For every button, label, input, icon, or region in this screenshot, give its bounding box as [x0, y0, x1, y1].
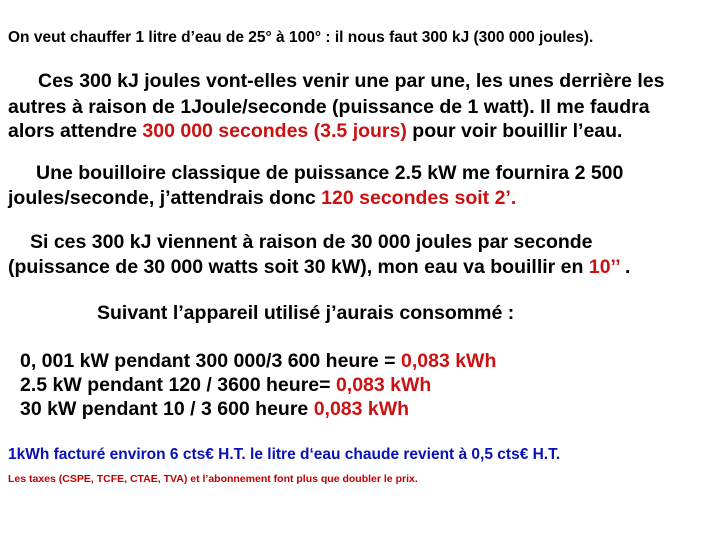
- consumption-row: [20, 350, 496, 373]
- footer-price-note: 1kWh facturé environ 6 cts€ H.T. le litre d‘eau chaude revient à 0,5 cts€ H.T.: [8, 446, 561, 463]
- paragraph-line: [8, 120, 622, 143]
- paragraph-line: [8, 256, 630, 279]
- intro-line: On veut chauffer 1 litre d’eau de 25° à 100° : il nous faut 300 kJ (300 000 joules).: [8, 29, 594, 46]
- paragraph-text: joules/seconde, j’attendrais donc: [8, 187, 322, 209]
- consumption-formula: 2.5 kW pendant 120 / 3600 heure=: [20, 374, 336, 396]
- paragraph-line: Une bouilloire classique de puissance 2.5 kW me fournira 2 500: [36, 162, 624, 184]
- highlight-duration: 300 000 secondes (3.5 jours): [142, 120, 407, 142]
- paragraph-text: .: [619, 256, 631, 278]
- consumption-formula: 0, 001 kW pendant 300 000/3 600 heure =: [20, 350, 401, 372]
- consumption-row: [20, 374, 431, 397]
- paragraph-line: Si ces 300 kJ viennent à raison de 30 000 joules par seconde: [30, 231, 593, 253]
- consumption-formula: 30 kW pendant 10 / 3 600 heure: [20, 398, 314, 420]
- consumption-value: 0,083 kWh: [313, 398, 410, 420]
- paragraph-text: pour voir bouillir l’eau.: [406, 120, 623, 142]
- consumption-value: 0,083 kWh: [401, 350, 497, 372]
- footer-taxes-note: Les taxes (CSPE, TCFE, CTAE, TVA) et l’abonnement font plus que doubler le prix.: [8, 473, 418, 485]
- consumption-value: 0,083 kWh: [335, 374, 432, 396]
- paragraph-line: Ces 300 kJ joules vont-elles venir une par une, les unes derrière les: [38, 70, 665, 92]
- paragraph-line: [8, 187, 516, 210]
- highlight-duration: 120 secondes soit 2’.: [321, 187, 517, 209]
- paragraph-text: alors attendre: [8, 120, 143, 142]
- highlight-duration: 10’’: [588, 256, 620, 278]
- consumption-row: [20, 398, 409, 421]
- paragraph-line: autres à raison de 1Joule/seconde (puissance de 1 watt). Il me faudra: [8, 96, 650, 118]
- paragraph-text: (puissance de 30 000 watts soit 30 kW), mon eau va bouillir en: [8, 256, 589, 278]
- consumption-heading: Suivant l’appareil utilisé j’aurais consommé :: [97, 302, 515, 324]
